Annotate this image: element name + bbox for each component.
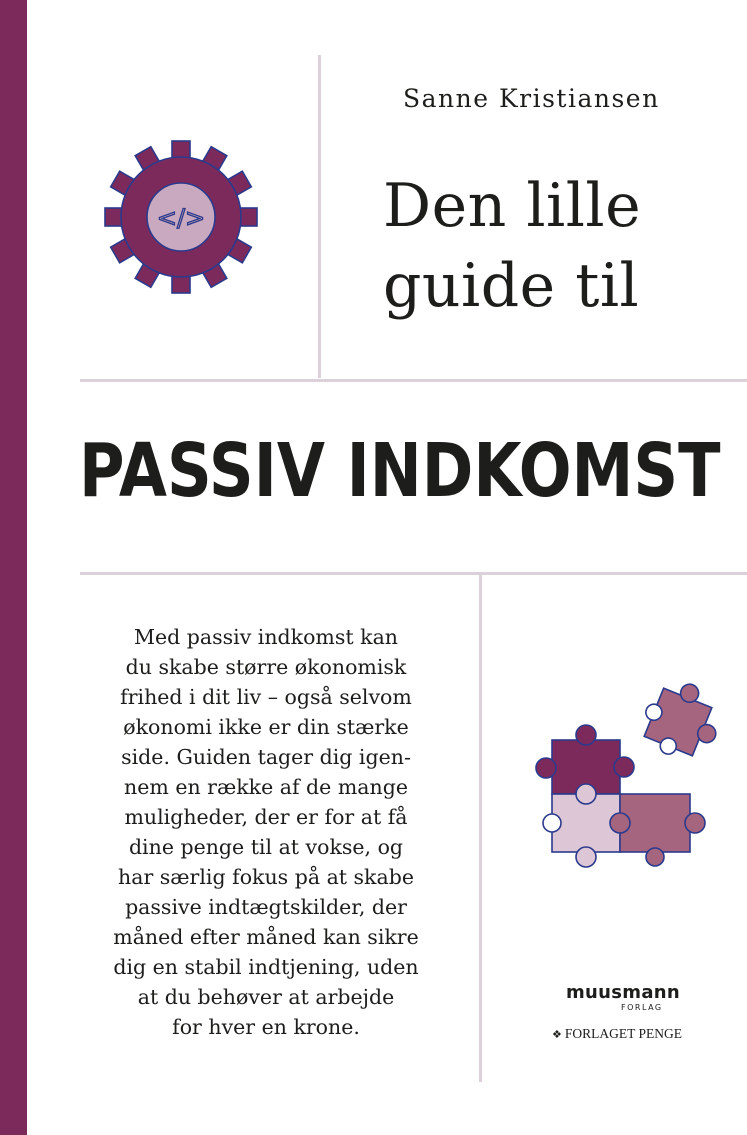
- gear-code-icon: [104, 140, 258, 294]
- divider-vertical-top: [318, 55, 321, 378]
- subtitle: [383, 166, 641, 326]
- blurb-line: dig en stabil indtjening, uden: [113, 955, 419, 979]
- blurb-line: måned efter måned kan sikre: [113, 925, 419, 949]
- puzzle-piece-bottom-left: [543, 784, 620, 867]
- book-title: PASSIV INDKOMST: [79, 428, 721, 514]
- publisher-subtitle: FORLAG: [621, 1003, 663, 1012]
- blurb-line: side. Guiden tager dig igen-: [121, 745, 411, 769]
- publisher-logo: muusmann: [566, 982, 681, 1003]
- imprint-label: [552, 1026, 682, 1042]
- blurb-line: dine penge til at vokse, og: [128, 835, 404, 859]
- blurb-line: passive indtægtskilder, der: [125, 895, 407, 919]
- divider-horizontal-upper: [80, 379, 747, 382]
- blurb-line: du skabe større økonomisk: [125, 655, 407, 679]
- divider-vertical-bottom: [479, 574, 482, 1082]
- blurb-line: Med passiv indkomst kan: [133, 625, 398, 649]
- blurb-line: at du behøver at arbejde: [137, 985, 395, 1009]
- blurb-text: [96, 622, 436, 1042]
- divider-horizontal-lower: [80, 572, 747, 575]
- blurb-line: for hver en krone.: [172, 1015, 360, 1039]
- cover-spine-band: [0, 0, 27, 1135]
- author-name: Sanne Kristiansen: [403, 84, 660, 113]
- blurb-line: muligheder, der er for at få: [124, 805, 408, 829]
- imprint-text: FORLAGET PENGE: [564, 1026, 683, 1041]
- diamond-icon: ❖: [552, 1029, 562, 1041]
- puzzle-piece-bottom-right: [610, 794, 705, 866]
- blurb-line: økonomi ikke er din stærke: [123, 715, 409, 739]
- blurb-line: nem en række af de mange: [124, 775, 408, 799]
- blurb-line: har særlig fokus på at skabe: [118, 865, 414, 889]
- subtitle-line-1: Den lille: [383, 171, 642, 241]
- blurb-line: frihed i dit liv – også selvom: [120, 685, 412, 709]
- gear-code-text: </>: [156, 204, 206, 232]
- puzzle-pieces-icon: [528, 680, 728, 870]
- puzzle-piece-floating: [634, 680, 728, 769]
- subtitle-line-2: guide til: [383, 251, 640, 321]
